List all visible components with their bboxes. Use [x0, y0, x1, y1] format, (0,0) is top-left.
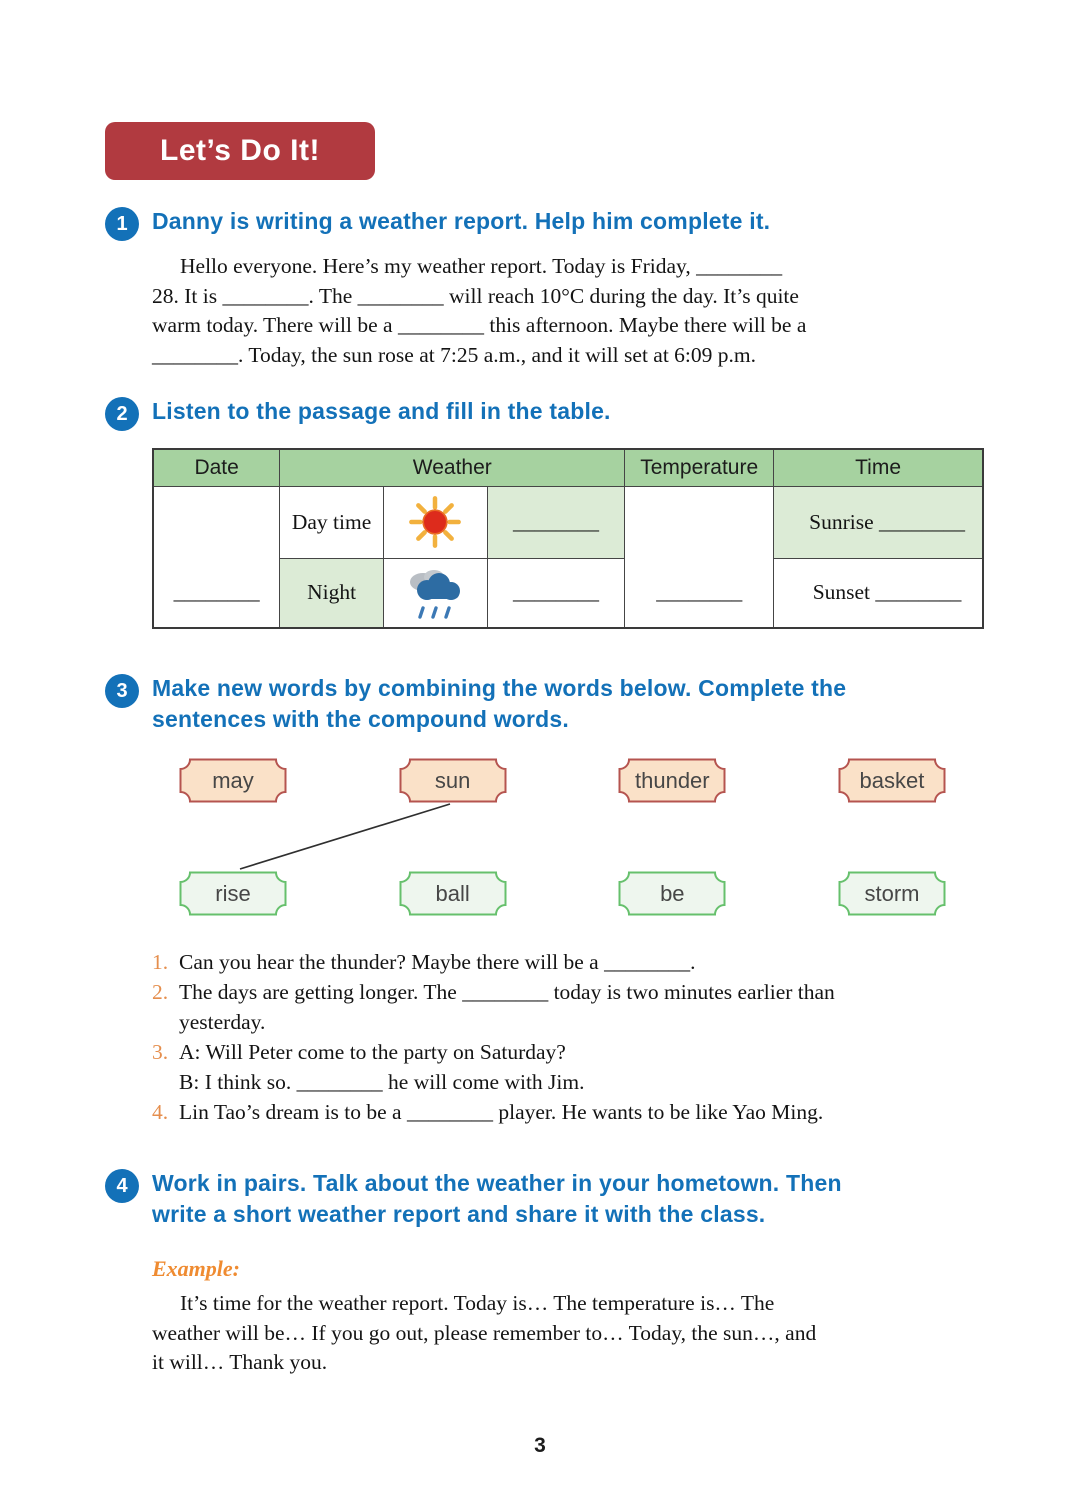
exercise-3-number-badge: 3 [105, 674, 139, 708]
paragraph-line: warm today. There will be a ________ this afternoon. Maybe there will be a [152, 313, 807, 337]
header-date: Date [153, 449, 280, 486]
word-box-ball [398, 870, 508, 917]
example-label: Example: [152, 1256, 240, 1281]
exercise-3-title [152, 673, 984, 735]
sentence-line: yesterday. [179, 1010, 266, 1034]
title-line: Work in pairs. Talk about the weather in your hometown. Then [152, 1170, 842, 1196]
sentence-line: B: I think so. ________ he will come with Jim. [179, 1070, 585, 1094]
paragraph-line: 28. It is ________. The ________ will reach 10°C during the day. It’s quite [152, 283, 799, 308]
word-box-be [617, 870, 727, 917]
item-number: 1. [152, 950, 169, 974]
exercise-3 [105, 673, 984, 1127]
sentence-item-1 [152, 947, 984, 977]
item-number: 4. [152, 1100, 169, 1124]
sentence-item-2 [152, 977, 984, 1037]
night-label-cell: Night [280, 558, 384, 628]
word-label: basket [859, 767, 925, 793]
word-label: may [212, 767, 254, 793]
word-matching-area [152, 757, 984, 918]
daytime-label-cell: Day time [280, 486, 384, 558]
example-paragraph [152, 1289, 984, 1378]
sentence-line: Can you hear the thunder? Maybe there will be a ________. [179, 950, 696, 974]
header-time: Time [774, 449, 983, 486]
exercise-1 [105, 206, 984, 370]
title-line: sentences with the compound words. [152, 706, 570, 732]
sentence-line: A: Will Peter come to the party on Saturday? [179, 1040, 566, 1064]
exercise-4 [105, 1168, 984, 1378]
exercise-2 [105, 396, 984, 629]
weather-report-paragraph [152, 252, 984, 370]
exercise-1-title: Danny is writing a weather report. Help him complete it. [152, 208, 771, 234]
weather-table [152, 448, 984, 629]
date-blank-cell: ________ [153, 486, 280, 628]
table-header-row [153, 449, 983, 486]
word-label: thunder [635, 767, 710, 793]
title-line: Make new words by combining the words below. Complete the [152, 675, 847, 701]
sentence-item-4 [152, 1097, 984, 1127]
word-box-rise [178, 870, 288, 917]
exercise-4-number-badge: 4 [105, 1169, 139, 1203]
word-label: be [660, 880, 685, 906]
daytime-icon-cell [383, 486, 487, 558]
temperature-blank-cell: ________ [625, 486, 774, 628]
exercise-2-title: Listen to the passage and fill in the table. [152, 398, 611, 424]
sentence-item-3 [152, 1037, 984, 1097]
sunset-cell: Sunset ________ [774, 558, 983, 628]
word-label: storm [864, 880, 920, 906]
header-temperature: Temperature [625, 449, 774, 486]
night-weather-blank-cell: ________ [487, 558, 625, 628]
word-row-top [152, 757, 984, 804]
sun-icon [408, 495, 462, 549]
exercise-1-number-badge: 1 [105, 207, 139, 241]
compound-word-sentences [152, 947, 984, 1127]
word-box-sun [398, 757, 508, 804]
banner-label: Let’s Do It! [160, 134, 320, 167]
rain-cloud-icon [405, 564, 465, 622]
word-box-thunder [617, 757, 727, 804]
word-label: sun [434, 767, 471, 793]
header-weather: Weather [280, 449, 625, 486]
night-icon-cell [383, 558, 487, 628]
sentence-line: The days are getting longer. The ________ today is two minutes earlier than [179, 980, 835, 1004]
table-row-daytime [153, 486, 983, 558]
sunrise-cell: Sunrise ________ [774, 486, 983, 558]
paragraph-line: it will… Thank you. [152, 1350, 328, 1374]
sentence-line: Lin Tao’s dream is to be a ________ player. He wants to be like Yao Ming. [179, 1100, 824, 1124]
lets-do-it-banner [105, 122, 375, 180]
word-row-bottom [152, 870, 984, 917]
item-number: 2. [152, 980, 169, 1004]
exercise-2-number-badge: 2 [105, 397, 139, 431]
paragraph-line: ________. Today, the sun rose at 7:25 a.m., and it will set at 6:09 p.m. [152, 342, 757, 367]
paragraph-line: Hello everyone. Here’s my weather report. Today is Friday, ________ [180, 254, 783, 278]
exercise-4-title [152, 1168, 984, 1230]
paragraph-line: weather will be… If you go out, please remember to… Today, the sun…, and [152, 1320, 817, 1345]
item-number: 3. [152, 1040, 169, 1064]
page-number: 3 [534, 1434, 546, 1457]
paragraph-line: It’s time for the weather report. Today is… The temperature is… The [180, 1291, 775, 1315]
daytime-weather-blank-cell: ________ [487, 486, 625, 558]
title-line: write a short weather report and share it with the class. [152, 1201, 766, 1227]
word-box-storm [837, 870, 947, 917]
word-box-basket [837, 757, 947, 804]
word-label: rise [215, 880, 251, 906]
word-label: ball [435, 880, 470, 906]
word-box-may [178, 757, 288, 804]
